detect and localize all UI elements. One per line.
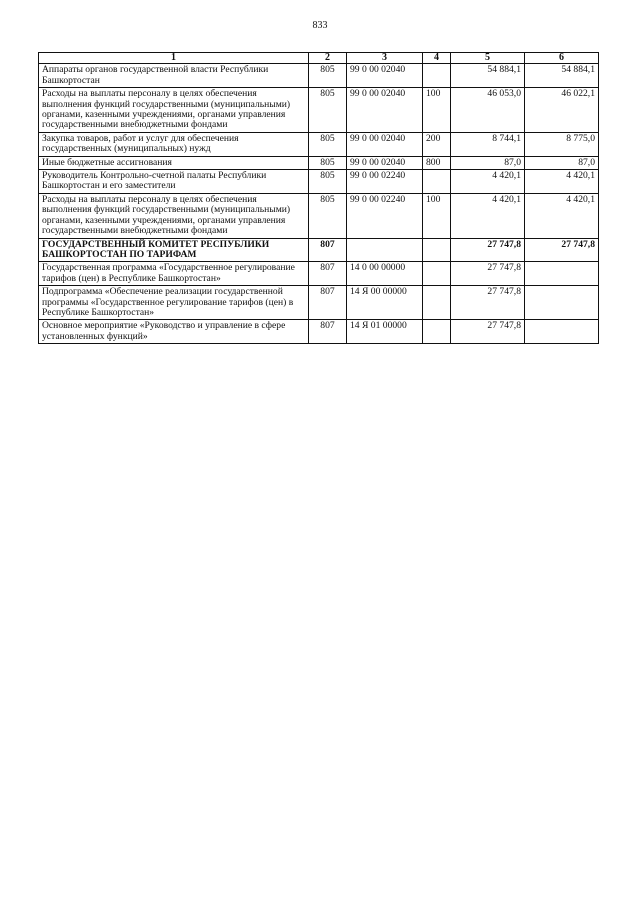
amount-year2-cell (525, 262, 599, 286)
amount-year2-cell: 46 022,1 (525, 88, 599, 133)
expense-name-cell: Руководитель Контрольно-счетной палаты Республики Башкортостан и его заместители (39, 170, 309, 194)
table-body (39, 64, 599, 344)
ministry-code-cell: 805 (309, 64, 347, 88)
amount-year2-cell (525, 320, 599, 344)
expense-name-cell: Государственная программа «Государственное регулирование тарифов (цен) в Республике Башкортостан» (39, 262, 309, 286)
ministry-code-cell: 805 (309, 170, 347, 194)
expense-name-cell: Подпрограмма «Обеспечение реализации государственной программы «Государственное регулирование тарифов (цен) в Республике Башкортостан» (39, 286, 309, 320)
amount-year1-cell: 54 884,1 (451, 64, 525, 88)
budget-table (38, 52, 599, 344)
target-article-cell: 99 0 00 02040 (347, 88, 423, 133)
ministry-code-cell: 807 (309, 262, 347, 286)
ministry-code-cell: 807 (309, 320, 347, 344)
table-row (39, 64, 599, 88)
table-row (39, 132, 599, 156)
target-article-cell: 14 Я 01 00000 (347, 320, 423, 344)
table-row (39, 320, 599, 344)
target-article-cell: 99 0 00 02040 (347, 64, 423, 88)
amount-year1-cell: 27 747,8 (451, 320, 525, 344)
ministry-code-cell: 805 (309, 156, 347, 169)
table-row (39, 88, 599, 133)
ministry-code-cell: 805 (309, 193, 347, 238)
column-header-1: 1 (39, 53, 309, 64)
page-number: 833 (312, 20, 328, 31)
expense-name-cell: ГОСУДАРСТВЕННЫЙ КОМИТЕТ РЕСПУБЛИКИ БАШКОРТОСТАН ПО ТАРИФАМ (39, 238, 309, 262)
amount-year2-cell: 4 420,1 (525, 193, 599, 238)
amount-year2-cell: 8 775,0 (525, 132, 599, 156)
expense-type-cell: 200 (423, 132, 451, 156)
amount-year2-cell: 27 747,8 (525, 238, 599, 262)
amount-year1-cell: 27 747,8 (451, 286, 525, 320)
target-article-cell: 99 0 00 02240 (347, 170, 423, 194)
table-row (39, 156, 599, 169)
target-article-cell: 14 0 00 00000 (347, 262, 423, 286)
expense-name-cell: Расходы на выплаты персоналу в целях обеспечения выполнения функций государственными (муниципальными) органами, казенными учреждениями, органами управления государственными внебюджетными фондами (39, 88, 309, 133)
expense-type-cell (423, 262, 451, 286)
table-row (39, 170, 599, 194)
amount-year1-cell: 4 420,1 (451, 193, 525, 238)
amount-year1-cell: 27 747,8 (451, 238, 525, 262)
expense-type-cell: 800 (423, 156, 451, 169)
expense-type-cell (423, 238, 451, 262)
target-article-cell: 99 0 00 02040 (347, 156, 423, 169)
amount-year1-cell: 46 053,0 (451, 88, 525, 133)
amount-year2-cell (525, 286, 599, 320)
table-row (39, 193, 599, 238)
amount-year2-cell: 87,0 (525, 156, 599, 169)
amount-year1-cell: 87,0 (451, 156, 525, 169)
column-header-3: 3 (347, 53, 423, 64)
expense-name-cell: Расходы на выплаты персоналу в целях обеспечения выполнения функций государственными (муниципальными) органами, казенными учреждениями, органами управления государственными внебюджетными фондами (39, 193, 309, 238)
table-row (39, 238, 599, 262)
table-row (39, 286, 599, 320)
expense-type-cell (423, 170, 451, 194)
expense-type-cell (423, 286, 451, 320)
amount-year2-cell: 54 884,1 (525, 64, 599, 88)
expense-name-cell: Основное мероприятие «Руководство и управление в сфере установленных функций» (39, 320, 309, 344)
column-header-5: 5 (451, 53, 525, 64)
expense-name-cell: Закупка товаров, работ и услуг для обеспечения государственных (муниципальных) нужд (39, 132, 309, 156)
target-article-cell: 99 0 00 02240 (347, 193, 423, 238)
ministry-code-cell: 807 (309, 238, 347, 262)
ministry-code-cell: 805 (309, 132, 347, 156)
expense-name-cell: Иные бюджетные ассигнования (39, 156, 309, 169)
table-header-row (39, 53, 599, 64)
table-row (39, 262, 599, 286)
amount-year1-cell: 4 420,1 (451, 170, 525, 194)
expense-name-cell: Аппараты органов государственной власти Республики Башкортостан (39, 64, 309, 88)
expense-type-cell (423, 64, 451, 88)
amount-year1-cell: 27 747,8 (451, 262, 525, 286)
target-article-cell: 99 0 00 02040 (347, 132, 423, 156)
expense-type-cell (423, 320, 451, 344)
column-header-2: 2 (309, 53, 347, 64)
amount-year1-cell: 8 744,1 (451, 132, 525, 156)
target-article-cell: 14 Я 00 00000 (347, 286, 423, 320)
column-header-4: 4 (423, 53, 451, 64)
target-article-cell (347, 238, 423, 262)
ministry-code-cell: 805 (309, 88, 347, 133)
expense-type-cell: 100 (423, 193, 451, 238)
ministry-code-cell: 807 (309, 286, 347, 320)
column-header-6: 6 (525, 53, 599, 64)
amount-year2-cell: 4 420,1 (525, 170, 599, 194)
expense-type-cell: 100 (423, 88, 451, 133)
